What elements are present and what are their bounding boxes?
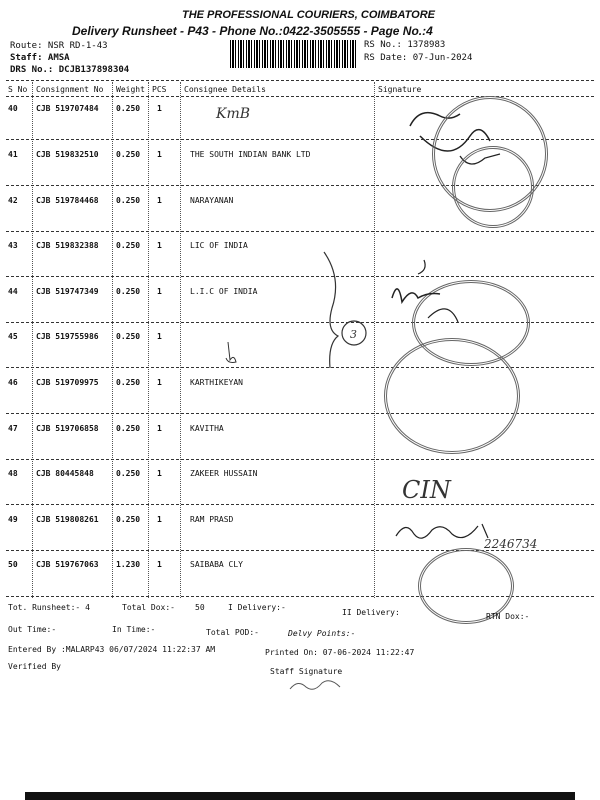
row-sno: 48: [8, 469, 18, 478]
row-pcs: 1: [157, 332, 162, 341]
i-delivery: I Delivery:-: [228, 603, 286, 612]
row-weight: 0.250: [116, 515, 141, 524]
col-consignee: Consignee Details: [184, 85, 266, 94]
col-consignment: Consignment No: [36, 85, 104, 94]
scan-edge: [25, 792, 575, 800]
row-pcs: 1: [157, 469, 162, 478]
total-pod: Total POD:-: [206, 628, 259, 637]
row-sno: 46: [8, 378, 18, 387]
delvy-points: Delvy Points:-: [288, 629, 356, 638]
row-sno: 47: [8, 424, 18, 433]
staff-signature-scribble: [288, 675, 348, 695]
ii-delivery: II Delivery:: [342, 608, 400, 617]
row-pcs: 1: [157, 378, 162, 387]
row-consignee: KARTHIKEYAN: [190, 378, 243, 387]
row-weight: 0.250: [116, 424, 141, 433]
row-consignment: CJB 519832510: [36, 150, 99, 159]
col-signature: Signature: [378, 85, 422, 94]
out-time: Out Time:-: [8, 625, 57, 634]
stamp-circle: [452, 146, 534, 228]
drs-number: DRS No.: DCJB137898304: [10, 65, 130, 75]
row-rule: [6, 276, 594, 277]
tot-runsheet: Tot. Runsheet:- 4: [8, 603, 90, 612]
row-weight: 0.250: [116, 196, 141, 205]
row-consignee: ZAKEER HUSSAIN: [190, 469, 258, 478]
handwriting-number: 2246734: [484, 537, 538, 551]
row-consignment: CJB 519755986: [36, 332, 99, 341]
printed-on: Printed On: 07-06-2024 11:22:47: [265, 648, 415, 657]
row-consignee: SAIBABA CLY: [190, 560, 243, 569]
in-time: In Time:-: [112, 625, 156, 634]
row-weight: 0.250: [116, 287, 141, 296]
row-sno: 44: [8, 287, 18, 296]
staff-signature: Staff Signature: [270, 667, 343, 676]
entered-by: Entered By :MALARP43 06/07/2024 11:22:37 AM: [8, 645, 216, 654]
row-sno: 50: [8, 560, 18, 569]
row-weight: 0.250: [116, 469, 141, 478]
row-consignee: NARAYANAN: [190, 196, 234, 205]
row-weight: 1.230: [116, 560, 141, 569]
row-pcs: 1: [157, 241, 162, 250]
row-weight: 0.250: [116, 241, 141, 250]
row-consignment: CJB 519767063: [36, 560, 99, 569]
row-sno: 49: [8, 515, 18, 524]
row-sno: 45: [8, 332, 18, 341]
rs-date: RS Date: 07-Jun-2024: [364, 53, 473, 63]
row-consignment: CJB 519706858: [36, 424, 99, 433]
runsheet-title: Delivery Runsheet - P43 - Phone No.:0422-3505555 - Page No.:4: [72, 24, 433, 38]
row-pcs: 1: [157, 104, 162, 113]
row-sno: 42: [8, 196, 18, 205]
row-weight: 0.250: [116, 150, 141, 159]
row-consignment: CJB 519832388: [36, 241, 99, 250]
handwriting-circled-3: 3: [350, 328, 357, 341]
row-consignee: L.I.C OF INDIA: [190, 287, 258, 296]
row-rule: [6, 231, 594, 232]
handwriting-mark: [222, 340, 242, 366]
row-rule: [6, 459, 594, 460]
row-consignee: KAVITHA: [190, 424, 224, 433]
row-consignee: THE SOUTH INDIAN BANK LTD: [190, 150, 311, 159]
row-pcs: 1: [157, 515, 162, 524]
row-pcs: 1: [157, 424, 162, 433]
row-consignment: CJB 519747349: [36, 287, 99, 296]
bracket-mark: [318, 248, 378, 378]
row-pcs: 1: [157, 196, 162, 205]
row-consignment: CJB 80445848: [36, 469, 94, 478]
col-sno: S No: [8, 85, 28, 94]
row-rule: [6, 504, 594, 505]
stamp-circle: [384, 338, 520, 454]
rtn-dox: RTN Dox:-: [486, 612, 530, 621]
rs-number: RS No.: 1378983: [364, 40, 446, 50]
handwriting-kmb: KmB: [216, 106, 251, 122]
row-pcs: 1: [157, 150, 162, 159]
row-consignee: RAM PRASD: [190, 515, 234, 524]
row-consignment: CJB 519709975: [36, 378, 99, 387]
row-pcs: 1: [157, 560, 162, 569]
company-title: THE PROFESSIONAL COURIERS, COIMBATORE: [182, 9, 436, 21]
signature-row48: CIN: [402, 476, 451, 504]
row-weight: 0.250: [116, 104, 141, 113]
total-dox-value: 50: [195, 603, 205, 612]
row-consignee: LIC OF INDIA: [190, 241, 248, 250]
row-weight: 0.250: [116, 378, 141, 387]
row-weight: 0.250: [116, 332, 141, 341]
row-sno: 40: [8, 104, 18, 113]
col-weight: Weight: [116, 85, 145, 94]
row-pcs: 1: [157, 287, 162, 296]
col-pcs: PCS: [152, 85, 167, 94]
total-dox-label: Total Dox:-: [122, 603, 175, 612]
row-consignment: CJB 519784468: [36, 196, 99, 205]
staff-label: Staff: AMSA: [10, 53, 70, 63]
verified-by: Verified By: [8, 662, 61, 671]
row-sno: 43: [8, 241, 18, 250]
row-consignment: CJB 519808261: [36, 515, 99, 524]
row-sno: 41: [8, 150, 18, 159]
row-consignment: CJB 519707484: [36, 104, 99, 113]
route-label: Route: NSR RD-1-43: [10, 41, 108, 51]
signature-row44: [388, 258, 488, 330]
